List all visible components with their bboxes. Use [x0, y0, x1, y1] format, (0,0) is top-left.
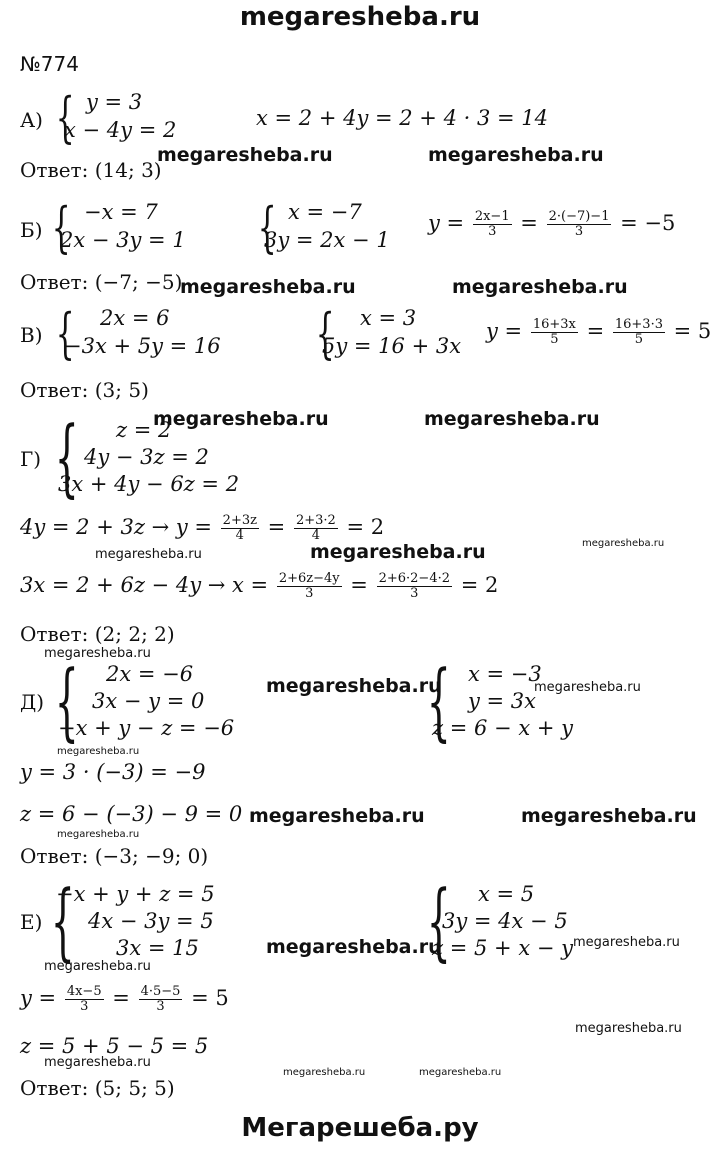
watermark: megaresheba.ru [582, 538, 665, 549]
system-line: x = −3 [468, 662, 542, 686]
system-line: 4y − 3z = 2 [84, 445, 209, 469]
system-line: −3x + 5y = 16 [64, 334, 221, 358]
system-line: −x = 7 [84, 200, 158, 224]
part-d-label: Д) [20, 690, 45, 714]
system-brace: { [426, 652, 451, 750]
work-lhs: y = [486, 319, 523, 343]
watermark: megaresheba.ru [534, 680, 641, 695]
system-line: 2x − 3y = 1 [60, 228, 186, 252]
work-line: y = 3 · (−3) = −9 [20, 760, 206, 784]
system-brace: { [315, 302, 335, 365]
system-line: 3x − y = 0 [92, 689, 205, 713]
system-line: 3x + 4y − 6z = 2 [58, 472, 240, 496]
system-brace: { [426, 872, 451, 970]
watermark: megaresheba.ru [44, 1055, 151, 1070]
part-v-label: В) [20, 323, 43, 347]
watermark: megaresheba.ru [424, 408, 600, 430]
fraction: $\frac{2+6\cdot 2-4\cdot 2}{3}$ [378, 571, 450, 601]
part-e-label: Е) [20, 910, 43, 934]
work-line: y = $\frac{16+3x}{5}$ = $\frac{16+3\cdot 3}{5}$ = 5 [486, 317, 712, 347]
part-b-label: Б) [20, 218, 43, 242]
work-line: z = 5 + 5 − 5 = 5 [20, 1034, 209, 1058]
answer-line: Ответ: (14; 3) [20, 158, 162, 182]
watermark: megaresheba.ru [521, 805, 697, 827]
fraction: $\frac{2+3z}{4}$ [222, 513, 257, 543]
watermark: megaresheba.ru [428, 144, 604, 166]
fraction: $\frac{2+6z-4y}{3}$ [278, 571, 340, 601]
site-header: megaresheba.ru [239, 2, 481, 32]
watermark: megaresheba.ru [153, 408, 329, 430]
watermark: megaresheba.ru [57, 746, 140, 757]
system-brace: { [55, 302, 75, 365]
work-lhs: y = [428, 211, 465, 235]
work-rhs: = 2 [346, 515, 385, 539]
system-brace: { [51, 196, 71, 259]
work-line: y = $\frac{4x-5}{3}$ = $\frac{4\cdot 5-5}{3}$ = 5 [20, 984, 229, 1014]
system-line: −x + y + z = 5 [56, 882, 215, 906]
system-brace: { [54, 652, 79, 750]
watermark: megaresheba.ru [249, 805, 425, 827]
system-line: z = 2 [116, 418, 172, 442]
answer-line: Ответ: (−7; −5) [20, 270, 183, 294]
work-rhs: = 2 [460, 573, 499, 597]
work-line: 3x = 2 + 6z − 4y → x = $\frac{2+6z-4y}{3}$ = $\frac{2+6\cdot 2-4\cdot 2}{3}$ = 2 [20, 571, 499, 601]
watermark: megaresheba.ru [180, 276, 356, 298]
work-rhs: = 5 [191, 986, 229, 1010]
system-line: 3y = 2x − 1 [264, 228, 390, 252]
fraction: $\frac{16+3x}{5}$ [532, 317, 576, 347]
work-rhs: = 5 [673, 319, 712, 343]
fraction: $\frac{2+3\cdot 2}{4}$ [295, 513, 336, 543]
watermark: megaresheba.ru [452, 276, 628, 298]
problem-number: №774 [20, 52, 79, 76]
system-line: x = 5 [478, 882, 535, 906]
work-line: 4y = 2 + 3z → y = $\frac{2+3z}{4}$ = $\frac{2+3\cdot 2}{4}$ = 2 [20, 513, 385, 543]
system-line: x = −7 [288, 200, 362, 224]
watermark: megaresheba.ru [44, 959, 151, 974]
system-brace: { [54, 408, 79, 506]
work-line: z = 6 − (−3) − 9 = 0 [20, 802, 243, 826]
system-line: z = 5 + x − y [432, 936, 573, 960]
system-brace: { [55, 86, 75, 149]
watermark: megaresheba.ru [419, 1067, 502, 1078]
system-line: 3x = 15 [116, 936, 199, 960]
watermark: megaresheba.ru [266, 936, 442, 958]
answer-line: Ответ: (5; 5; 5) [20, 1076, 175, 1100]
site-footer: Мегарешеба.ру [241, 1113, 479, 1143]
part-a-label: А) [20, 108, 43, 132]
system-line: 2x = −6 [106, 662, 194, 686]
work-lhs: 3x = 2 + 6z − 4y → x = [20, 573, 269, 597]
work-line: x = 2 + 4y = 2 + 4 · 3 = 14 [256, 106, 548, 130]
part-g-label: Г) [20, 447, 42, 471]
fraction: $\frac{2\cdot(-7)-1}{3}$ [548, 209, 610, 239]
watermark: megaresheba.ru [310, 541, 486, 563]
work-lhs: y = [20, 986, 57, 1010]
system-line: 3y = 4x − 5 [442, 909, 568, 933]
answer-line: Ответ: (−3; −9; 0) [20, 844, 209, 868]
fraction: $\frac{4x-5}{3}$ [66, 984, 102, 1014]
system-brace: { [257, 196, 277, 259]
work-line: y = $\frac{2x-1}{3}$ = $\frac{2\cdot(-7)-1}{3}$ = −5 [428, 209, 676, 239]
system-brace: { [50, 872, 75, 970]
answer-line: Ответ: (3; 5) [20, 378, 149, 402]
system-line: y = 3x [468, 689, 537, 713]
watermark: megaresheba.ru [575, 1021, 682, 1036]
system-line: 2x = 6 [100, 306, 170, 330]
fraction: $\frac{2x-1}{3}$ [474, 209, 510, 239]
watermark: megaresheba.ru [44, 646, 151, 661]
work-rhs: = −5 [620, 211, 676, 235]
watermark: megaresheba.ru [283, 1067, 366, 1078]
answer-line: Ответ: (2; 2; 2) [20, 622, 175, 646]
fraction: $\frac{16+3\cdot 3}{5}$ [614, 317, 663, 347]
system-line: y = 3 [86, 90, 143, 114]
system-line: 5y = 16 + 3x [322, 334, 462, 358]
system-line: x = 3 [360, 306, 417, 330]
watermark: megaresheba.ru [266, 675, 442, 697]
system-line: x − 4y = 2 [64, 118, 177, 142]
watermark: megaresheba.ru [573, 935, 680, 950]
system-line: −x + y − z = −6 [58, 716, 235, 740]
fraction: $\frac{4\cdot 5-5}{3}$ [140, 984, 181, 1014]
watermark: megaresheba.ru [57, 829, 140, 840]
watermark: megaresheba.ru [95, 547, 202, 562]
work-lhs: 4y = 2 + 3z → y = [20, 515, 212, 539]
system-line: z = 6 − x + y [432, 716, 573, 740]
system-line: 4x − 3y = 5 [88, 909, 214, 933]
watermark: megaresheba.ru [157, 144, 333, 166]
